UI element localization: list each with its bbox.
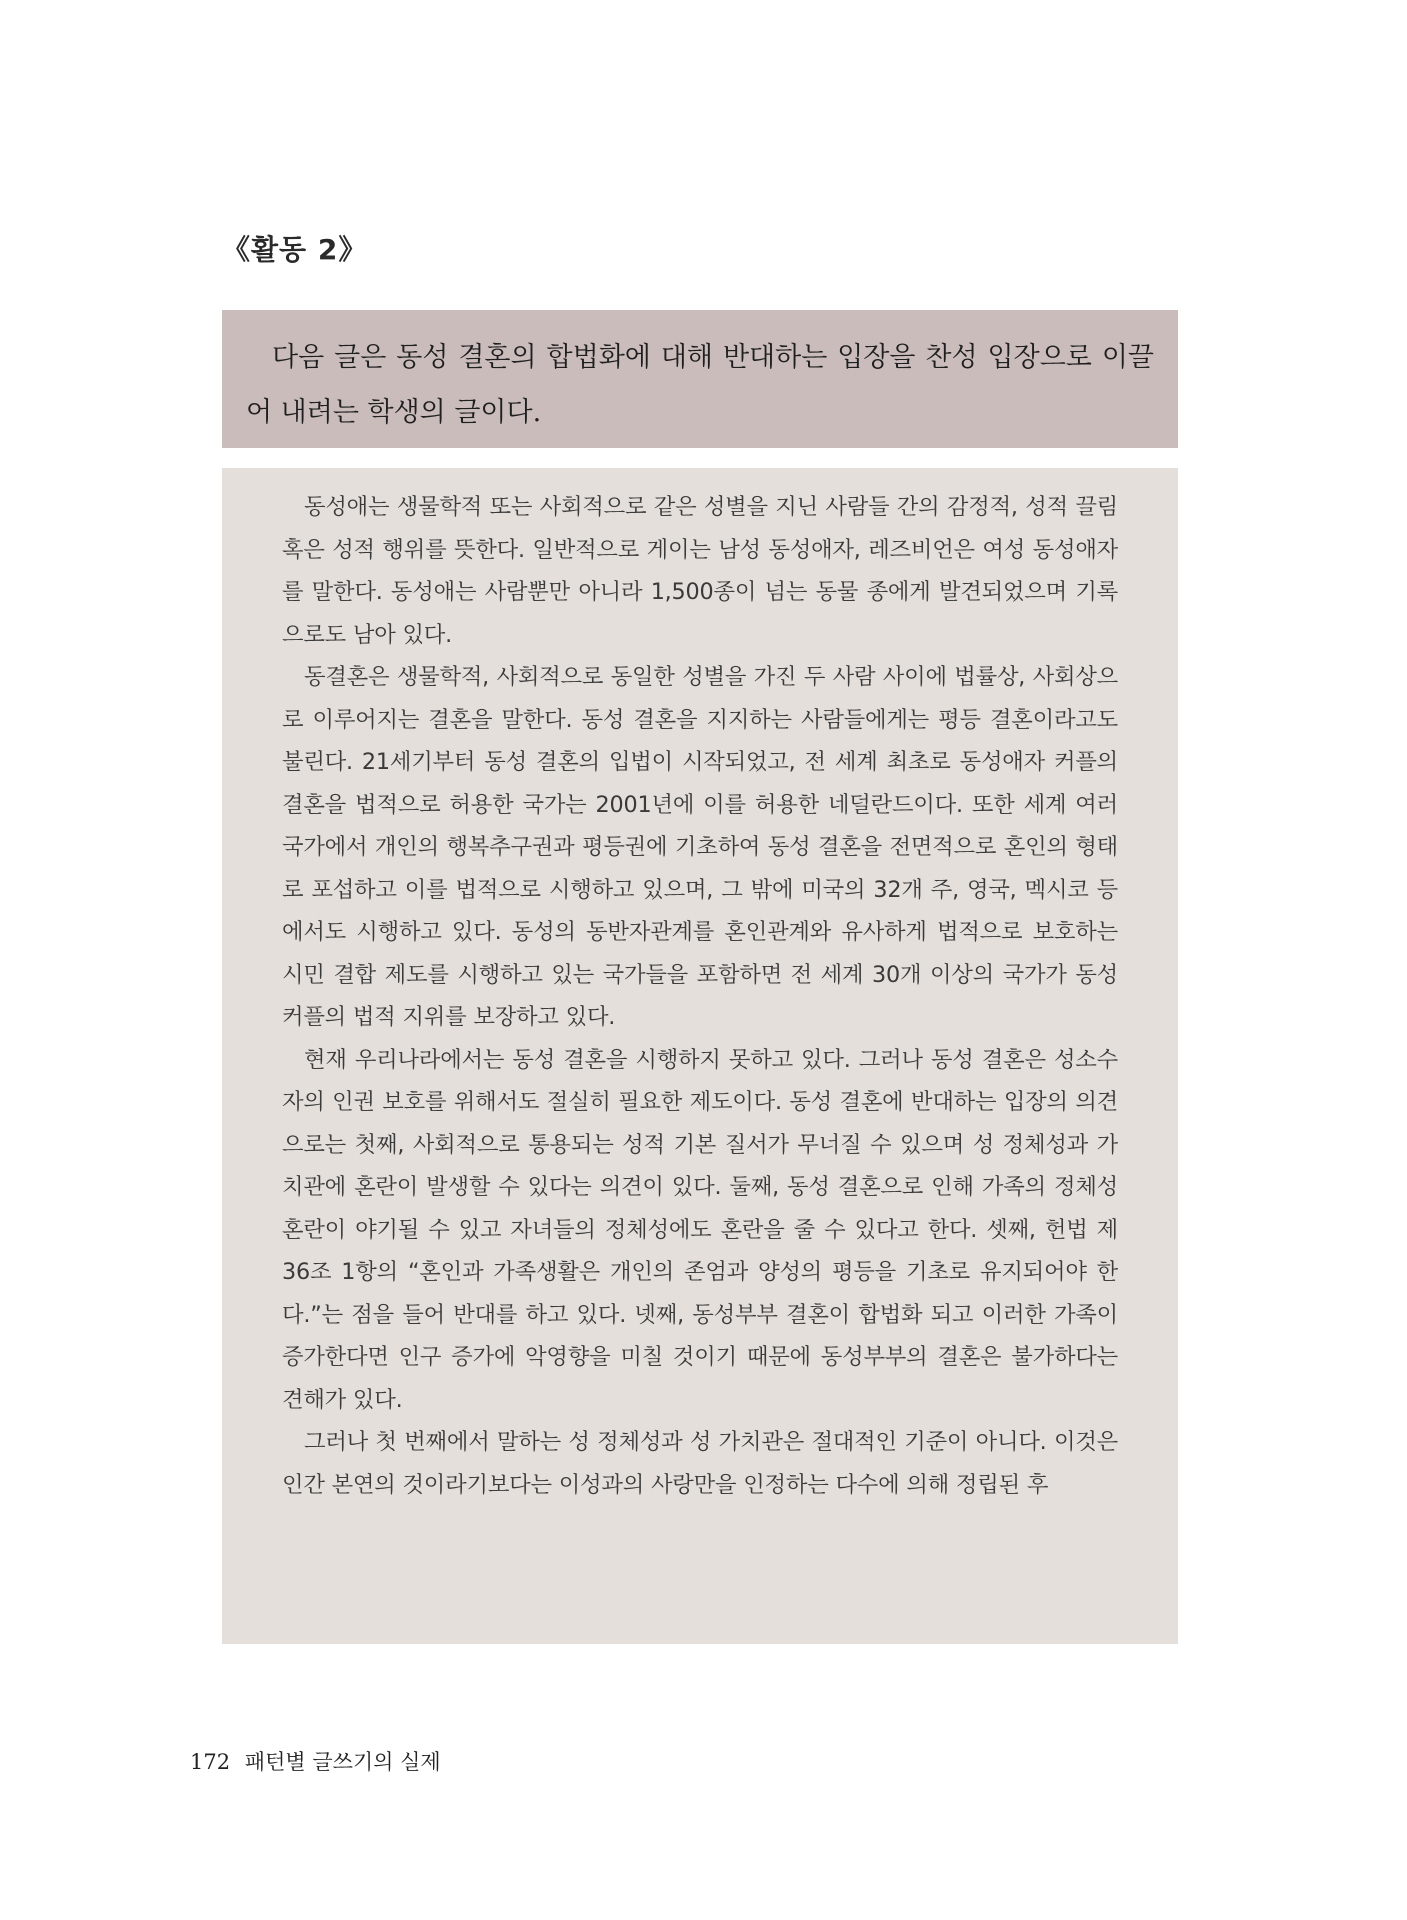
- passage-paragraph-2: 동결혼은 생물학적, 사회적으로 동일한 성별을 가진 두 사람 사이에 법률상, 사회상으로 이루어지는 결혼을 말한다. 동성 결혼을 지지하는 사람들에게는 평등 결혼이라고도 불린다. 21세기부터 동성 결혼의 입법이 시작되었고, 전 세계 최초로 동성애자 커플의 결혼을 법적으로 허용한 국가는 2001년에 이를 허용한 네덜란드이다. 또한 세계 여러 국가에서 개인의 행복추구권과 평등권에 기초하여 동성 결혼을 전면적으로 혼인의 형태로 포섭하고 이를 법적으로 시행하고 있으며, 그 밖에 미국의 32개 주, 영국, 멕시코 등에서도 시행하고 있다. 동성의 동반자관계를 혼인관계와 유사하게 법적으로 보호하는 시민 결합 제도를 시행하고 있는 국가들을 포함하면 전 세계 30개 이상의 국가가 동성 커플의 법적 지위를 보장하고 있다.: [282, 664, 1118, 1030]
- passage-paragraph-4: 그러나 첫 번째에서 말하는 성 정체성과 성 가치관은 절대적인 기준이 아니다. 이것은 인간 본연의 것이라기보다는 이성과의 사랑만을 인정하는 다수에 의해 정립된 후: [282, 1429, 1118, 1498]
- activity-heading: 《활동 2》: [222, 233, 368, 266]
- passage-paragraph-3: 현재 우리나라에서는 동성 결혼을 시행하지 못하고 있다. 그러나 동성 결혼은 성소수자의 인권 보호를 위해서도 절실히 필요한 제도이다. 동성 결혼에 반대하는 입장의 의견으로는 첫째, 사회적으로 통용되는 성적 기본 질서가 무너질 수 있으며 성 정체성과 가치관에 혼란이 발생할 수 있다는 의견이 있다. 둘째, 동성 결혼으로 인해 가족의 정체성 혼란이 야기될 수 있고 자녀들의 정체성에도 혼란을 줄 수 있다고 한다. 셋째, 헌법 제 36조 1항의 “혼인과 가족생활은 개인의 존엄과 양성의 평등을 기초로 유지되어야 한다.”는 점을 들어 반대를 하고 있다. 넷째, 동성부부 결혼이 합법화 되고 이러한 가족이 증가한다면 인구 증가에 악영향을 미칠 것이기 때문에 동성부부의 결혼은 불가하다는 견해가 있다.: [282, 1046, 1118, 1413]
- passage-box: [222, 468, 1178, 1644]
- passage-paragraph-1: 동성애는 생물학적 또는 사회적으로 같은 성별을 지닌 사람들 간의 감정적, 성적 끌림 혹은 성적 행위를 뜻한다. 일반적으로 게이는 남성 동성애자, 레즈비언은 여성 동성애자를 말한다. 동성애는 사람뿐만 아니라 1,500종이 넘는 동물 종에게 발견되었으며 기록으로도 남아 있다.: [282, 494, 1118, 648]
- page-footer: [190, 1746, 441, 1776]
- page-number: 172: [190, 1750, 231, 1774]
- book-title: 패턴별 글쓰기의 실제: [244, 1750, 441, 1774]
- instruction-box: [222, 310, 1178, 448]
- instruction-text: 다음 글은 동성 결혼의 합법화에 대해 반대하는 입장을 찬성 입장으로 이끌어 내려는 학생의 글이다.: [246, 342, 1154, 428]
